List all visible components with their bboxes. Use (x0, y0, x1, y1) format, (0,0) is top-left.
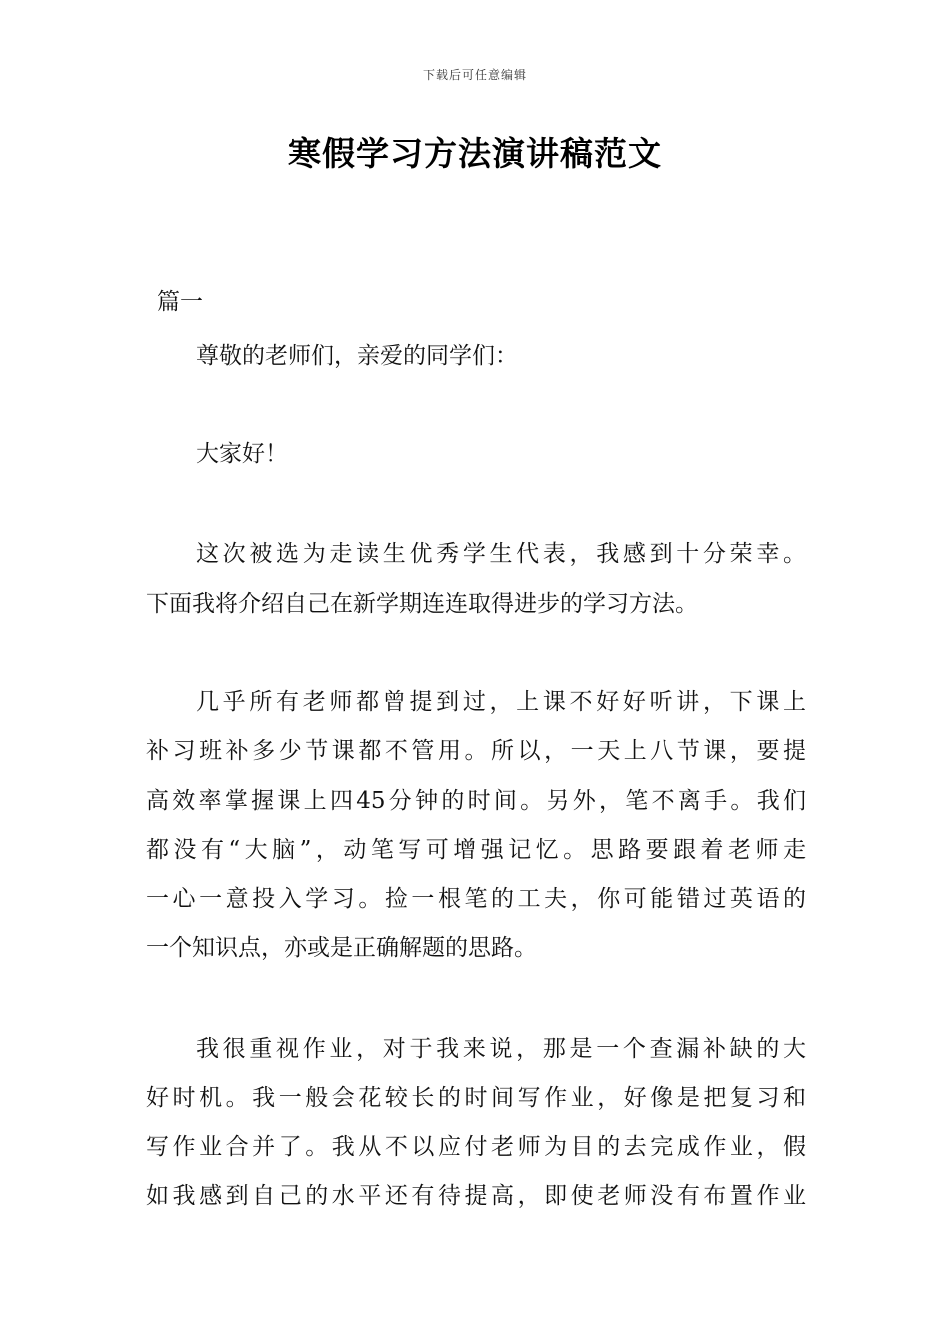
section-label: 篇一 (157, 289, 203, 315)
paragraph-line: 写作业合并了。我从不以应付老师为目的去完成作业，假 (146, 1134, 806, 1160)
paragraph-line: 如我感到自己的水平还有待提高，即使老师没有布置作业 (146, 1183, 806, 1209)
greeting-line: 尊敬的老师们，亲爱的同学们： (196, 343, 518, 369)
paragraph-line: 都没有“大脑”，动笔写可增强记忆。思路要跟着老师走 (146, 837, 806, 863)
document-title: 寒假学习方法演讲稿范文 (288, 134, 662, 173)
paragraph-line: 下面我将介绍自己在新学期连连取得进步的学习方法。 (146, 591, 698, 617)
header-note: 下载后可任意编辑 (422, 68, 527, 82)
paragraph-line: 好时机。我一般会花较长的时间写作业，好像是把复习和 (146, 1085, 806, 1111)
paragraph-line: 补习班补多少节课都不管用。所以，一天上八节课，要提 (146, 738, 806, 764)
paragraph-line: 这次被选为走读生优秀学生代表，我感到十分荣幸。 (196, 541, 806, 567)
paragraph-line: 我很重视作业，对于我来说，那是一个查漏补缺的大 (196, 1036, 806, 1062)
hello-line: 大家好！ (196, 441, 288, 467)
paragraph-line: 一心一意投入学习。捡一根笔的工夫，你可能错过英语的 (146, 886, 806, 912)
paragraph-line: 高效率掌握课上四45分钟的时间。另外，笔不离手。我们 (146, 788, 806, 814)
paragraph-line: 几乎所有老师都曾提到过，上课不好好听讲，下课上 (196, 689, 806, 715)
paragraph-line: 一个知识点，亦或是正确解题的思路。 (146, 935, 537, 961)
